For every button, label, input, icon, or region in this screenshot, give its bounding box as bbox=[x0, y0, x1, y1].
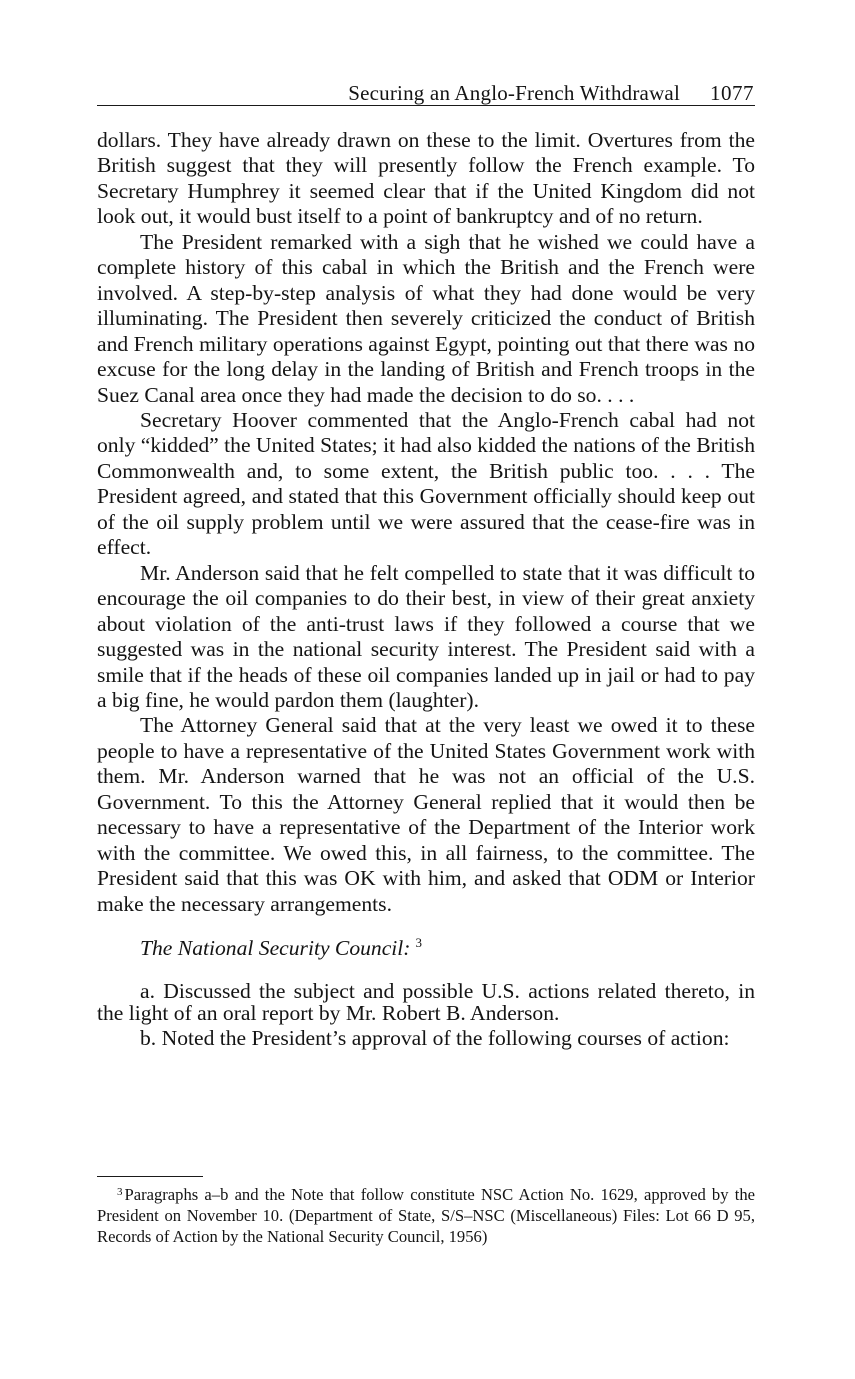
action-item-a: a. Discussed the subject and possible U.S. actions related thereto, in the light of an oral report by Mr. Robert B. Anderson. bbox=[97, 978, 755, 1025]
footnote-marker: 3 bbox=[117, 1186, 123, 1198]
running-head bbox=[97, 81, 755, 106]
running-head-title: Securing an Anglo-French Withdrawal bbox=[348, 81, 680, 105]
page-number: 1077 bbox=[710, 81, 754, 105]
body-text bbox=[97, 128, 755, 1049]
footnote-text: Paragraphs a–b and the Note that follow constitute NSC Action No. 1629, approved by the President on November 10. (Department of State, S/S–NSC (Miscellaneous) Files: Lot 66 D 95, Records of Action by the National Security Council, 1956) bbox=[97, 1185, 755, 1247]
paragraph-continued: dollars. They have already drawn on these to the limit. Overtures from the British suggest that they will presently follow the French example. To Secretary Humphrey it seemed clear that if the United Kingdom did not look out, it would bust itself to a point of bankruptcy and of no return. bbox=[97, 128, 755, 229]
paragraph-anderson-oil: Mr. Anderson said that he felt compelled to state that it was difficult to encourage the oil companies to do their best, in view of their great anxiety about violation of the anti-trust laws if they followed a course that we suggested was in the national security interest. The President said with a smile that if the heads of these oil companies landed up in jail or had to pay a big fine, he would pardon them (laughter). bbox=[97, 560, 755, 712]
nsc-heading-text: The National Security Council: bbox=[140, 936, 411, 961]
paragraph-president-cabal: The President remarked with a sigh that he wished we could have a complete history of this cabal in which the British and the French were involved. A step-by-step analysis of what they had done would be very illuminating. The President then severely criticized the conduct of British and French military operations against Egypt, pointing out that there was no excuse for the long delay in the landing of British and French troops in the Suez Canal area once they had made the decision to do so. . . . bbox=[97, 229, 755, 407]
footnote-divider bbox=[97, 1176, 203, 1177]
footnote bbox=[97, 1184, 755, 1248]
paragraph-hoover-comment: Secretary Hoover commented that the Anglo-French cabal had not only “kidded” the United States; it had also kidded the nations of the British Commonwealth and, to some extent, the British public too. . . . The President agreed, and stated that this Government officially should keep out of the oil supply problem until we were assured that the cease-fire was in effect. bbox=[97, 407, 755, 560]
nsc-heading bbox=[97, 936, 755, 961]
footnote-reference: 3 bbox=[415, 935, 422, 951]
action-item-b: b. Noted the President’s approval of the following courses of action: bbox=[140, 1025, 730, 1050]
paragraph-attorney-general: The Attorney General said that at the very least we owed it to these people to have a representative of the United States Government work with them. Mr. Anderson warned that he was not an official of the U.S. Government. To this the Attorney General replied that it would then be necessary to have a representative of the Department of the Interior work with the committee. We owed this, in all fairness, to the committee. The President said that this was OK with him, and asked that ODM or Interior make the necessary arrangements. bbox=[97, 713, 755, 916]
